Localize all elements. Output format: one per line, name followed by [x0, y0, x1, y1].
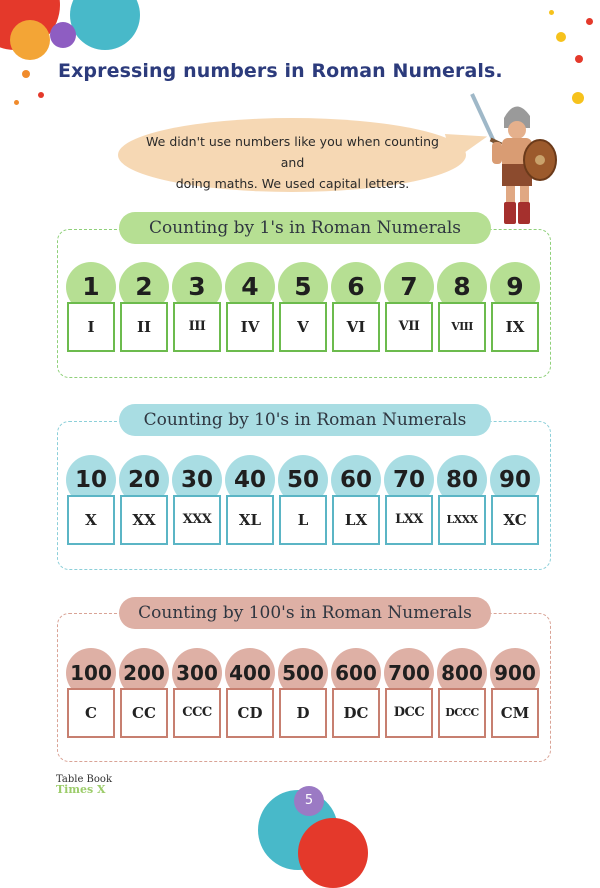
arabic-number: 400	[225, 648, 275, 698]
roman-numeral: X	[67, 495, 115, 545]
arabic-number: 200	[119, 648, 169, 698]
roman-numeral: DC	[332, 688, 380, 738]
arabic-number: 8	[437, 262, 487, 312]
roman-numeral: L	[279, 495, 327, 545]
roman-numeral: CM	[491, 688, 539, 738]
arabic-number: 100	[66, 648, 116, 698]
decor-dot	[549, 10, 554, 15]
arabic-number: 500	[278, 648, 328, 698]
speech-line-2: doing maths. We used capital letters.	[175, 176, 410, 191]
speech-line-1: We didn't use numbers like you when counting and	[146, 134, 439, 170]
section-title-ones: Counting by 1's in Roman Numerals	[119, 212, 491, 244]
roman-numeral: VII	[385, 302, 433, 352]
decor-dot	[22, 70, 30, 78]
section-title-tens: Counting by 10's in Roman Numerals	[119, 404, 491, 436]
page-title: Expressing numbers in Roman Numerals.	[58, 60, 503, 82]
logo-line-2: Times X	[56, 783, 106, 796]
numeral-row-hundreds	[66, 648, 542, 740]
decor-circle	[70, 0, 140, 50]
decor-circle	[10, 20, 50, 60]
arabic-number: 7	[384, 262, 434, 312]
arabic-number: 60	[331, 455, 381, 505]
roman-numeral: D	[279, 688, 327, 738]
decor-dot	[14, 100, 19, 105]
arabic-number: 9	[490, 262, 540, 312]
arabic-number: 2	[119, 262, 169, 312]
decor-circle	[298, 818, 368, 888]
arabic-number: 70	[384, 455, 434, 505]
arabic-number: 10	[66, 455, 116, 505]
arabic-number: 3	[172, 262, 222, 312]
arabic-number: 50	[278, 455, 328, 505]
roman-numeral: VIII	[438, 302, 486, 352]
roman-numeral: II	[120, 302, 168, 352]
arabic-number: 900	[490, 648, 540, 698]
numeral-row-ones	[66, 262, 542, 354]
decor-circle	[50, 22, 76, 48]
arabic-number: 300	[172, 648, 222, 698]
roman-numeral: CC	[120, 688, 168, 738]
roman-numeral: XXX	[173, 495, 221, 545]
speech-bubble-text	[140, 131, 445, 194]
page-number: 5	[294, 786, 324, 816]
publisher-logo	[56, 775, 112, 795]
roman-numeral: DCC	[385, 688, 433, 738]
decor-dot	[556, 32, 566, 42]
decor-dot	[586, 18, 593, 25]
roman-numeral: XL	[226, 495, 274, 545]
arabic-number: 600	[331, 648, 381, 698]
roman-numeral: LX	[332, 495, 380, 545]
roman-numeral: C	[67, 688, 115, 738]
arabic-number: 700	[384, 648, 434, 698]
arabic-number: 80	[437, 455, 487, 505]
decor-dot	[575, 55, 583, 63]
arabic-number: 90	[490, 455, 540, 505]
roman-numeral: V	[279, 302, 327, 352]
roman-numeral: III	[173, 302, 221, 352]
arabic-number: 800	[437, 648, 487, 698]
section-title-hundreds: Counting by 100's in Roman Numerals	[119, 597, 491, 629]
arabic-number: 20	[119, 455, 169, 505]
roman-numeral: I	[67, 302, 115, 352]
arabic-number: 5	[278, 262, 328, 312]
numeral-row-tens	[66, 455, 542, 547]
roman-numeral: IX	[491, 302, 539, 352]
roman-numeral: DCCC	[438, 688, 486, 738]
arabic-number: 30	[172, 455, 222, 505]
logo-line-1: Table Book	[56, 774, 113, 785]
decor-dot	[572, 92, 584, 104]
arabic-number: 1	[66, 262, 116, 312]
roman-numeral: LXXX	[438, 495, 486, 545]
roman-numeral: LXX	[385, 495, 433, 545]
arabic-number: 4	[225, 262, 275, 312]
decor-dot	[38, 92, 44, 98]
roman-numeral: CCC	[173, 688, 221, 738]
roman-numeral: XX	[120, 495, 168, 545]
roman-numeral: IV	[226, 302, 274, 352]
roman-warrior-icon	[466, 88, 566, 230]
roman-numeral: CD	[226, 688, 274, 738]
roman-numeral: VI	[332, 302, 380, 352]
arabic-number: 40	[225, 455, 275, 505]
arabic-number: 6	[331, 262, 381, 312]
roman-numeral: XC	[491, 495, 539, 545]
